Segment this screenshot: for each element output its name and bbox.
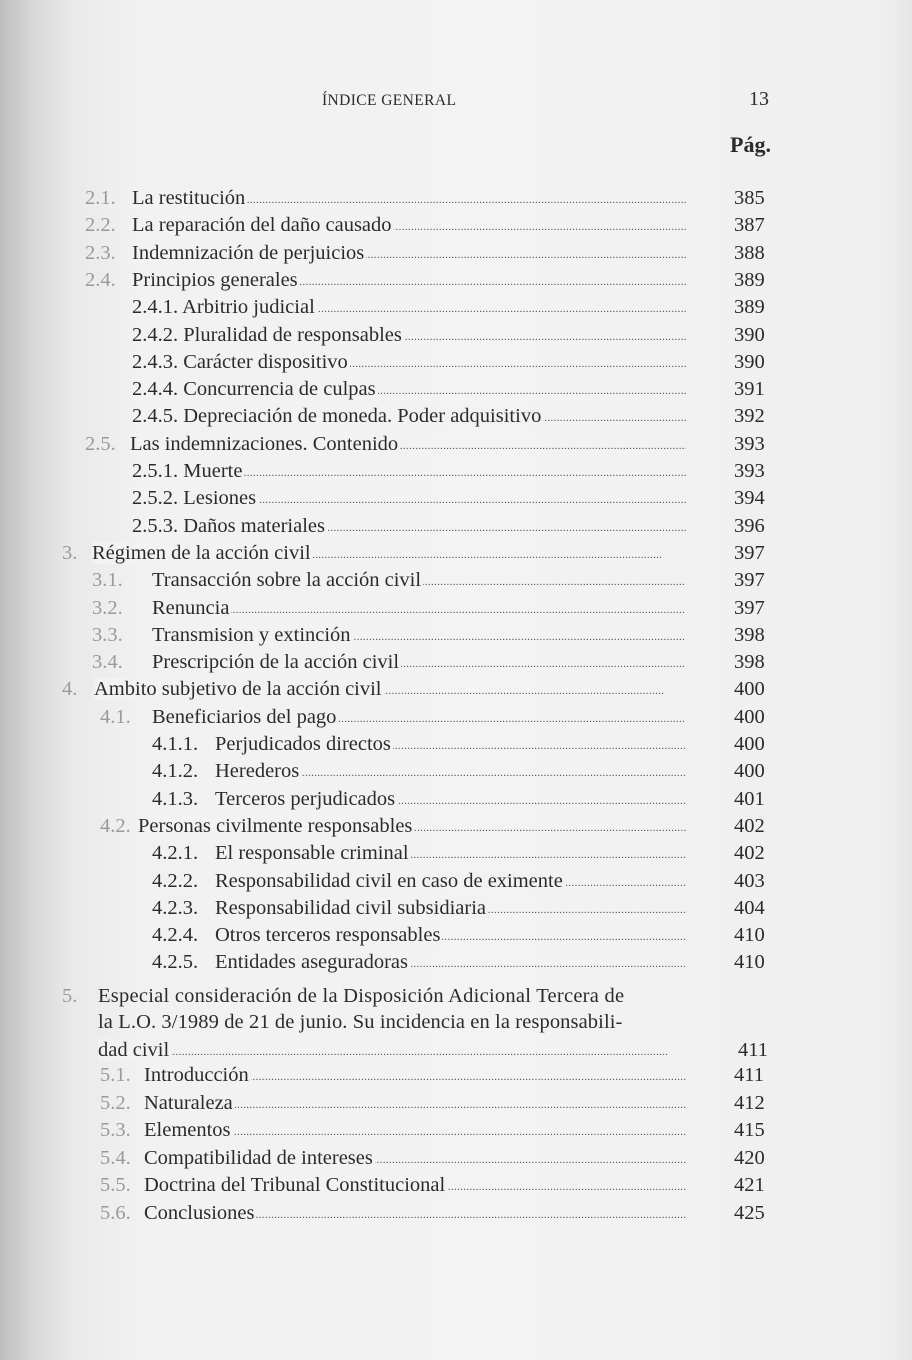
toc-entry-number: 2.4. [85, 269, 116, 291]
toc-entry-page: 396 [734, 515, 765, 537]
page-header [0, 88, 912, 118]
toc-entry-number: 2.3. [85, 242, 116, 264]
page-column-label: Pág. [730, 132, 771, 157]
toc-entry-page: 385 [734, 187, 765, 209]
toc-entry [0, 1090, 912, 1117]
toc-entry-title: Responsabilidad civil subsidiaria [215, 897, 487, 919]
toc-entry-title: Perjudicados directos [215, 733, 391, 755]
toc-entry [0, 349, 912, 376]
toc-entry-number: 3.3. [92, 624, 123, 646]
toc-entry [0, 212, 912, 239]
toc-entry-page: 391 [734, 378, 765, 400]
toc-entry [0, 949, 912, 976]
toc-entry-title: 2.5.3. Daños materiales [132, 515, 325, 537]
toc-entry [0, 294, 912, 321]
toc-entry [0, 376, 912, 403]
toc-entry-page: 420 [734, 1147, 765, 1169]
toc-entry-page: 400 [734, 706, 765, 728]
toc-entry-page: 400 [734, 733, 765, 755]
toc-entry [0, 704, 912, 731]
toc-entry [0, 1117, 912, 1144]
toc-entry-page: 410 [734, 951, 765, 973]
toc-entry-number: 4.2.4. [152, 924, 199, 946]
toc-entry-title: Personas civilmente responsables [138, 815, 413, 837]
toc-entry-page: 394 [734, 487, 765, 509]
toc-entry [0, 676, 912, 703]
toc-entry [0, 1062, 912, 1089]
toc-entry-number: 4.2.1. [152, 842, 199, 864]
toc-entry-number: 3.4. [92, 651, 123, 673]
toc-entry-number: 4.2.3. [152, 897, 199, 919]
toc-entry-number: 4.2.5. [152, 951, 199, 973]
toc-entry [0, 786, 912, 813]
toc-entry-page: 393 [734, 433, 765, 455]
toc-entry [0, 622, 912, 649]
toc-entry [0, 1200, 912, 1227]
toc-entry-number: 4.2. [100, 815, 131, 837]
toc-entry-number: 5. [62, 985, 78, 1007]
toc-entry-number: 3. [62, 542, 78, 564]
toc-entry-number: 4.1.2. [152, 760, 199, 782]
toc-entry-line-3 [0, 1037, 912, 1064]
toc-entry-page: 398 [734, 624, 765, 646]
toc-entry-number: 2.1. [85, 187, 116, 209]
toc-entry-number: 5.1. [100, 1064, 131, 1086]
toc-entry-page: 421 [734, 1174, 765, 1196]
toc-entry-number: 5.5. [100, 1174, 131, 1196]
toc-entry-title: Introducción [144, 1064, 249, 1086]
toc-entry [0, 595, 912, 622]
toc-entry [0, 240, 912, 267]
toc-entry [0, 485, 912, 512]
toc-entry-title: 2.4.4. Concurrencia de culpas [132, 378, 376, 400]
toc-entry-number: 5.4. [100, 1147, 131, 1169]
toc-entry-number: 5.3. [100, 1119, 131, 1141]
toc-entry-title: Principios generales [132, 269, 298, 291]
toc-entry-title-line-2: la L.O. 3/1989 de 21 de junio. Su incidencia en la responsabili- [98, 1011, 623, 1033]
toc-entry-page: 411 [738, 1039, 768, 1061]
toc-entry-page: 402 [734, 842, 765, 864]
toc-entry-number: 2.5. [85, 433, 116, 455]
toc-entry-title: Conclusiones [144, 1202, 255, 1224]
page-number: 13 [749, 88, 769, 110]
toc-entry-number: 3.1. [92, 569, 123, 591]
toc-entry-number: 4. [62, 678, 78, 700]
toc-entry [0, 458, 912, 485]
toc-entry-page: 412 [734, 1092, 765, 1114]
toc-entry-title: Otros terceros responsables [215, 924, 441, 946]
toc-entry [0, 185, 912, 212]
toc-entry-page: 404 [734, 897, 765, 919]
toc-entry [0, 1145, 912, 1172]
toc-entry-title: Transmision y extinción [152, 624, 351, 646]
toc-entry-page: 410 [734, 924, 765, 946]
toc-entry-title: La reparación del daño causado [132, 214, 392, 236]
toc-entry [0, 540, 912, 567]
toc-entry-title: El responsable criminal [215, 842, 409, 864]
toc-entry-page: 403 [734, 870, 765, 892]
toc-entry-number: 4.1.3. [152, 788, 199, 810]
toc-entry [0, 731, 912, 758]
toc-entry-number: 5.2. [100, 1092, 131, 1114]
toc-entry-page: 389 [734, 296, 765, 318]
toc-entry [0, 895, 912, 922]
toc-entry-title: Elementos [144, 1119, 231, 1141]
toc-entry-title: Terceros perjudicados [215, 788, 396, 810]
toc-entry-page: 387 [734, 214, 765, 236]
toc-entry-number: 4.1.1. [152, 733, 199, 755]
toc-entry-page: 393 [734, 460, 765, 482]
toc-entry [0, 840, 912, 867]
toc-entry-title: Renuncia [152, 597, 230, 619]
toc-entry [0, 267, 912, 294]
toc-entry-number: 4.1. [100, 706, 131, 728]
toc-entry-page: 397 [734, 569, 765, 591]
toc-entry-title: Las indemnizaciones. Contenido [130, 433, 399, 455]
toc-entry-title: 2.4.1. Arbitrio judicial [132, 296, 315, 318]
toc-entry-title: 2.4.5. Depreciación de moneda. Poder adquisitivo [132, 405, 542, 427]
toc-entry-page: 388 [734, 242, 765, 264]
toc-entry [0, 649, 912, 676]
toc-entry [0, 567, 912, 594]
toc-entry-page: 400 [734, 760, 765, 782]
toc-entry-page: 402 [734, 815, 765, 837]
toc-entry-title: Doctrina del Tribunal Constitucional [144, 1174, 446, 1196]
toc-entry-title-line-1: Especial consideración de la Disposición Adicional Tercera de [98, 985, 625, 1007]
toc-entry-number: 4.2.2. [152, 870, 199, 892]
toc-entry-page: 411 [734, 1064, 764, 1086]
toc-entry-title: Naturaleza [144, 1092, 233, 1114]
toc-entry [0, 868, 912, 895]
toc-entry-title: 2.4.2. Pluralidad de responsables [132, 324, 402, 346]
toc-entry-title: Compatibilidad de intereses [144, 1147, 373, 1169]
toc-entry-page: 398 [734, 651, 765, 673]
toc-entry-title: Prescripción de la acción civil [152, 651, 400, 673]
toc-entry-title: Indemnización de perjuicios [132, 242, 365, 264]
toc-entry-title: 2.5.1. Muerte [132, 460, 243, 482]
toc-entry [0, 403, 912, 430]
toc-entry-page: 401 [734, 788, 765, 810]
toc-entry-title: La restitución [132, 187, 246, 209]
toc-entry-number: 3.2. [92, 597, 123, 619]
toc-entry-title: Entidades aseguradoras [215, 951, 408, 973]
toc-entry-title-line-3: dad civil [98, 1039, 170, 1061]
toc-entry-title: Ambito subjetivo de la acción civil [94, 678, 382, 700]
toc-entry [0, 758, 912, 785]
toc-entry-title: Régimen de la acción civil [92, 542, 311, 564]
toc-entry-number: 5.6. [100, 1202, 131, 1224]
toc-entry-title: 2.4.3. Carácter dispositivo [132, 351, 348, 373]
toc-entry-number: 2.2. [85, 214, 116, 236]
running-head: ÍNDICE GENERAL [322, 92, 457, 109]
toc-entry [0, 922, 912, 949]
toc-entry-title: Responsabilidad civil en caso de eximente [215, 870, 563, 892]
toc-entry-page: 397 [734, 597, 765, 619]
toc-entry-page: 415 [734, 1119, 765, 1141]
toc-entry-title: Herederos [215, 760, 300, 782]
toc-entry-title: Transacción sobre la acción civil [152, 569, 422, 591]
toc-entry-page: 425 [734, 1202, 765, 1224]
toc-entry-page: 392 [734, 405, 765, 427]
toc-entry-page: 400 [734, 678, 765, 700]
toc-entry-title: 2.5.2. Lesiones [132, 487, 257, 509]
toc-entry [0, 1172, 912, 1199]
toc-entry [0, 322, 912, 349]
toc-entry [0, 513, 912, 540]
toc-entry [0, 431, 912, 458]
toc-entry-title: Beneficiarios del pago [152, 706, 337, 728]
toc-entry-page: 397 [734, 542, 765, 564]
toc-entry-page: 390 [734, 351, 765, 373]
toc-entry-page: 390 [734, 324, 765, 346]
toc-entry-page: 389 [734, 269, 765, 291]
toc-entry [0, 813, 912, 840]
